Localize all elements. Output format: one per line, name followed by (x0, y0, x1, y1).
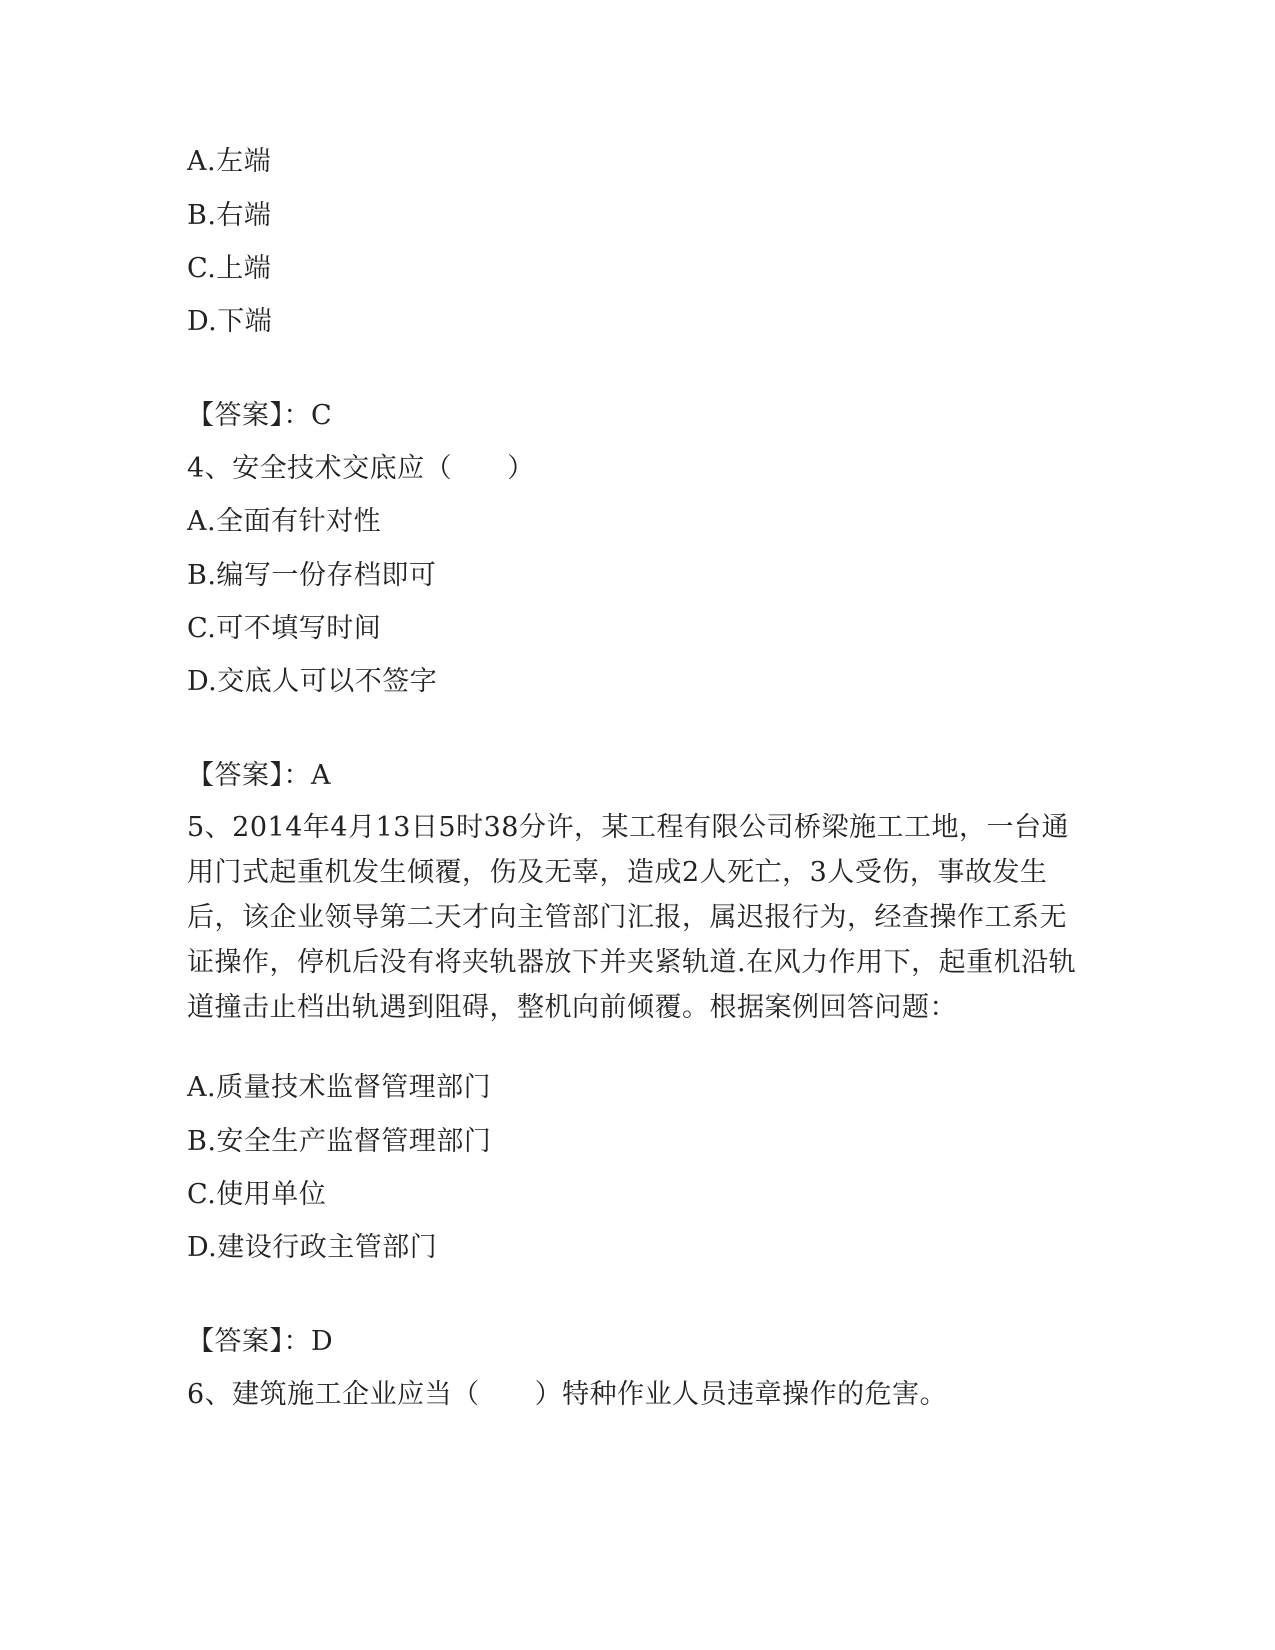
q4-option-d: D.交底人可以不签字 (187, 666, 438, 697)
q5-answer: 【答案】：D (187, 1326, 334, 1357)
q4-option-b: B.编写一份存档即可 (187, 560, 437, 591)
q5-option-d: D.建设行政主管部门 (187, 1232, 438, 1263)
q6-stem: 6、建筑施工企业应当（ ）特种作业人员违章操作的危害。 (187, 1379, 948, 1410)
q4-option-c: C.可不填写时间 (187, 613, 382, 644)
q3-option-a: A.左端 (187, 146, 272, 177)
q3-answer: 【答案】：C (187, 400, 333, 431)
q4-answer: 【答案】：A (187, 760, 331, 791)
q5-stem: 5、2014年4月13日5时38分许，某工程有限公司桥梁施工工地，一台通用门式起重机发生倾覆，伤及无辜，造成2人死亡，3人受伤，事故发生后，该企业领导第二天才向主管部门汇报，属迟报行为，经查操作工系无证操作，停机后没有将夹轨器放下并夹紧轨道.在风力作用下，起重机沿轨道撞击止档出轨遇到阻碍，整机向前倾覆。根据案例回答问题： (187, 812, 1077, 1023)
q3-option-c: C.上端 (187, 253, 272, 284)
q3-option-b: B.右端 (187, 200, 272, 231)
q5-option-b: B.安全生产监督管理部门 (187, 1126, 492, 1157)
q5-option-a: A.质量技术监督管理部门 (187, 1072, 492, 1103)
q4-stem: 4、安全技术交底应（ ） (187, 453, 535, 484)
q4-option-a: A.全面有针对性 (187, 506, 382, 537)
q3-option-d: D.下端 (187, 306, 273, 337)
q5-option-c: C.使用单位 (187, 1179, 327, 1210)
